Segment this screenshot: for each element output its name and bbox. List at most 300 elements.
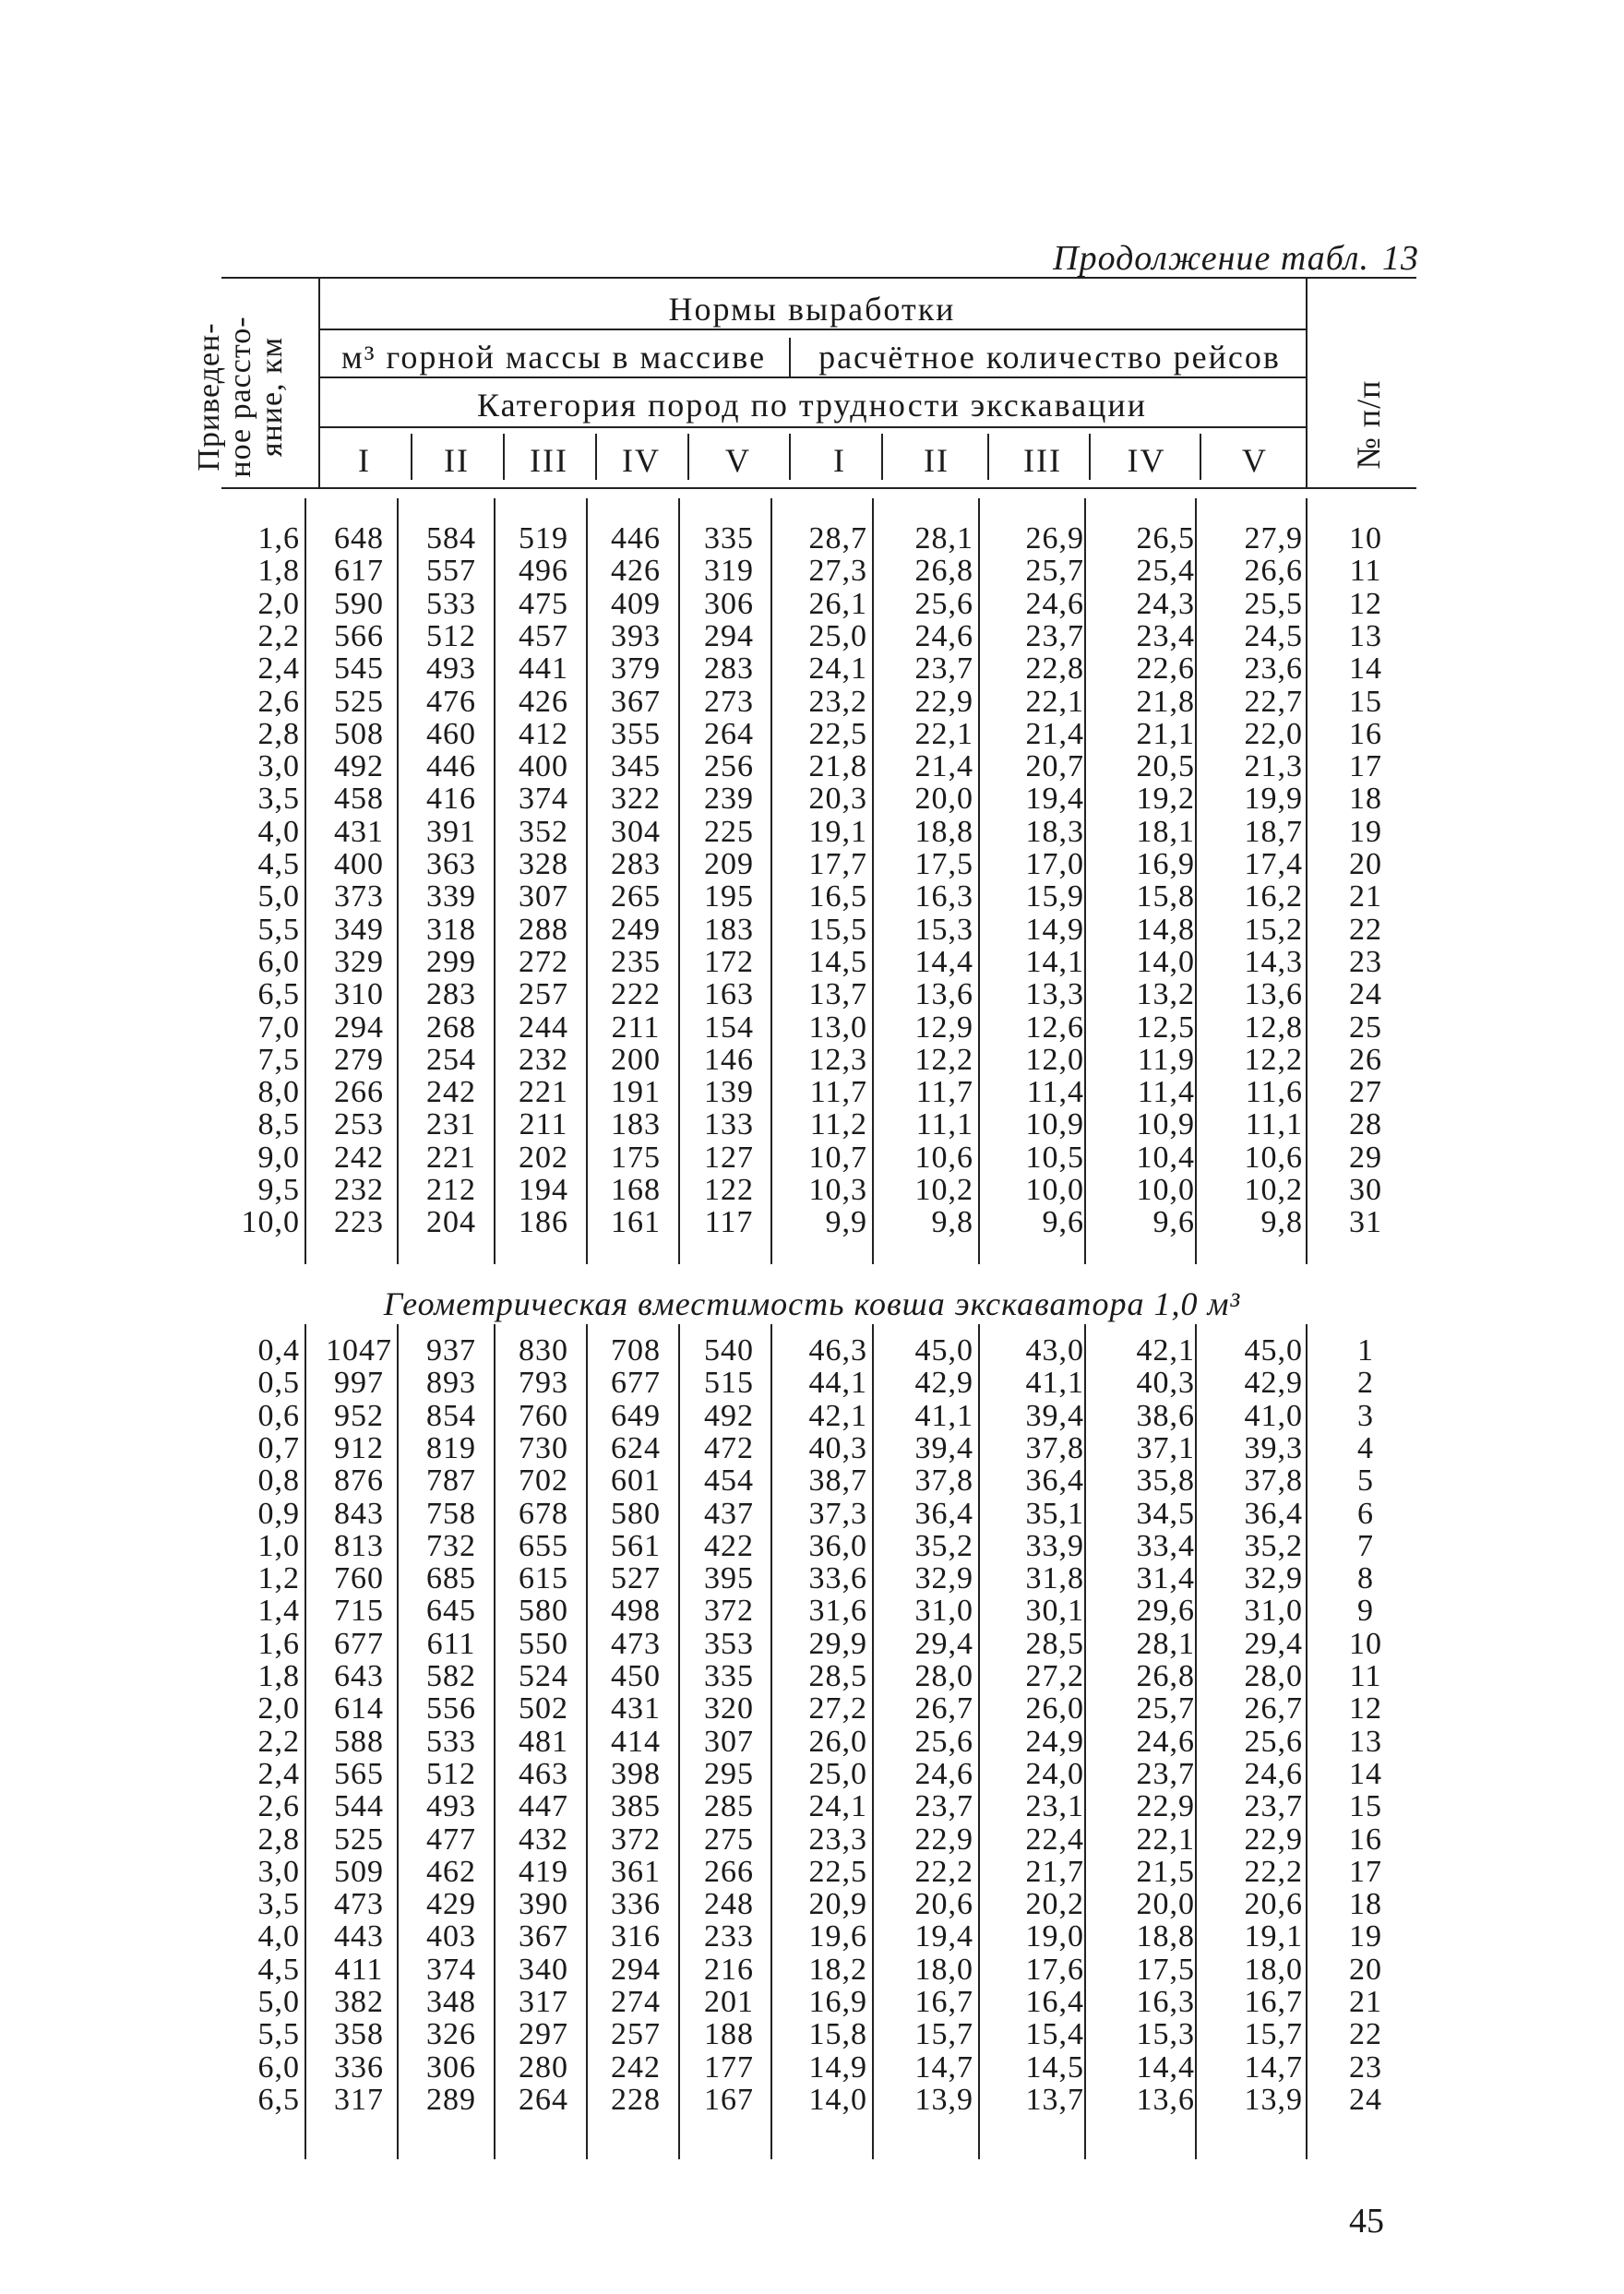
table-cell: 28,1	[914, 521, 973, 556]
table-cell: 16,9	[808, 1985, 867, 2019]
table-cell: 26,7	[1244, 1691, 1303, 1726]
table-cell: 16,3	[914, 879, 973, 914]
table-cell: 10,4	[1136, 1140, 1195, 1175]
table-cell: 677	[611, 1366, 661, 1401]
group-rule	[318, 376, 1306, 378]
table-cell: 19	[1349, 1919, 1382, 1954]
table-cell: 492	[704, 1398, 754, 1433]
table-cell: 24,6	[1025, 586, 1084, 621]
table-cell: 0,9	[257, 1496, 300, 1531]
table-cell: 27,3	[808, 554, 867, 589]
table-cell: 21,8	[808, 749, 867, 784]
table-cell: 38,6	[1136, 1398, 1195, 1433]
table-cell: 395	[704, 1561, 754, 1596]
table-cell: 15,4	[1025, 2017, 1084, 2052]
table-cell: 5,0	[257, 1985, 300, 2019]
table-cell: 0,6	[257, 1398, 300, 1433]
table-cell: 379	[611, 651, 661, 687]
category-rule	[318, 426, 1306, 428]
table-cell: 515	[704, 1366, 754, 1401]
table-cell: 0,5	[257, 1366, 300, 1401]
table-cell: 22,9	[1136, 1789, 1195, 1824]
table-cell: 447	[519, 1789, 568, 1824]
column-divider	[978, 498, 980, 1264]
table-cell: 732	[426, 1528, 476, 1563]
cat-header-2-1: I	[833, 442, 846, 479]
table-cell: 431	[334, 814, 384, 849]
table-cell: 24,6	[1244, 1756, 1303, 1791]
table-cell: 29,4	[914, 1626, 973, 1661]
table-cell: 10,2	[914, 1173, 973, 1207]
column-divider	[304, 498, 306, 1264]
norms-header: Нормы выработки	[668, 291, 956, 328]
table-cell: 335	[704, 1659, 754, 1693]
table-cell: 580	[611, 1496, 661, 1531]
table-cell: 29,4	[1244, 1626, 1303, 1661]
table-cell: 37,1	[1136, 1430, 1195, 1465]
table-caption	[1053, 238, 1419, 279]
table-cell: 21,5	[1136, 1854, 1195, 1889]
table-cell: 17	[1349, 749, 1382, 784]
table-cell: 232	[334, 1173, 384, 1207]
table-cell: 43,0	[1025, 1333, 1084, 1368]
table-cell: 353	[704, 1626, 754, 1661]
table-cell: 31,0	[1244, 1594, 1303, 1629]
table-cell: 15,8	[808, 2017, 867, 2052]
table-cell: 46,3	[808, 1333, 867, 1368]
table-cell: 3,5	[257, 1887, 300, 1922]
table-cell: 21	[1349, 1985, 1382, 2019]
table-cell: 17,5	[914, 847, 973, 881]
table-cell: 23,3	[808, 1822, 867, 1857]
table-cell: 16,9	[1136, 847, 1195, 881]
table-cell: 590	[334, 586, 384, 621]
table-cell: 10,6	[1244, 1140, 1303, 1175]
caption-number: 13	[1382, 239, 1419, 278]
table-cell: 8	[1357, 1561, 1374, 1596]
table-cell: 617	[334, 554, 384, 589]
table-cell: 431	[611, 1691, 661, 1726]
table-cell: 33,9	[1025, 1528, 1084, 1563]
header-vline-c4	[687, 434, 689, 480]
table-cell: 24,6	[914, 618, 973, 653]
table-cell: 25,0	[808, 1756, 867, 1791]
table-cell: 228	[611, 2082, 661, 2117]
table-cell: 1,8	[257, 554, 300, 589]
table-cell: 34,5	[1136, 1496, 1195, 1531]
table-cell: 372	[611, 1822, 661, 1857]
table-cell: 14,9	[1025, 912, 1084, 947]
table-cell: 426	[519, 684, 568, 719]
table-cell: 20,0	[1136, 1887, 1195, 1922]
table-cell: 29,6	[1136, 1594, 1195, 1629]
table-cell: 426	[611, 554, 661, 589]
header-vline-group	[789, 338, 791, 376]
table-cell: 29	[1349, 1140, 1382, 1175]
table-cell: 24,3	[1136, 586, 1195, 621]
table-cell: 22,6	[1136, 651, 1195, 687]
table-cell: 512	[426, 1756, 476, 1791]
table-cell: 285	[704, 1789, 754, 1824]
table-cell: 339	[426, 879, 476, 914]
table-cell: 28,5	[808, 1659, 867, 1693]
table-cell: 8,0	[257, 1075, 300, 1110]
cat-header-2-3: III	[1023, 442, 1062, 479]
column-divider	[1084, 1324, 1086, 2159]
table-cell: 222	[611, 977, 661, 1012]
table-cell: 374	[426, 1952, 476, 1987]
cat-header-1-4: IV	[622, 442, 661, 479]
table-cell: 10	[1349, 521, 1382, 556]
column-divider	[678, 1324, 680, 2159]
table-cell: 253	[334, 1107, 384, 1142]
table-cell: 655	[519, 1528, 568, 1563]
table-cell: 412	[519, 716, 568, 751]
column-divider	[872, 1324, 874, 2159]
table-cell: 24	[1349, 2082, 1382, 2117]
cat-header-1-3: III	[530, 442, 568, 479]
table-cell: 22,1	[1025, 684, 1084, 719]
table-cell: 186	[519, 1205, 568, 1240]
table-cell: 15,7	[914, 2017, 973, 2052]
table-cell: 288	[519, 912, 568, 947]
table-cell: 18,1	[1136, 814, 1195, 849]
table-cell: 35,2	[914, 1528, 973, 1563]
table-cell: 454	[704, 1464, 754, 1499]
table-cell: 2,4	[257, 651, 300, 687]
table-cell: 14,5	[808, 944, 867, 979]
table-cell: 242	[334, 1140, 384, 1175]
table-cell: 493	[426, 1789, 476, 1824]
table-cell: 525	[334, 684, 384, 719]
table-cell: 23	[1349, 2049, 1382, 2085]
column-divider	[978, 1324, 980, 2159]
table-cell: 793	[519, 1366, 568, 1401]
header-vline-c2	[503, 434, 505, 480]
table-cell: 25,4	[1136, 554, 1195, 589]
table-cell: 11,1	[1245, 1107, 1303, 1142]
table-cell: 23,7	[914, 1789, 973, 1824]
table-cell: 177	[704, 2049, 754, 2085]
table-cell: 225	[704, 814, 754, 849]
table-cell: 24,0	[1025, 1756, 1084, 1791]
table-cell: 318	[426, 912, 476, 947]
table-cell: 294	[704, 618, 754, 653]
table-cell: 462	[426, 1854, 476, 1889]
table-cell: 1,4	[257, 1594, 300, 1629]
table-cell: 21,4	[1025, 716, 1084, 751]
table-cell: 26	[1349, 1042, 1382, 1077]
m3-group-header: м³ горной массы в массиве	[340, 339, 767, 376]
table-cell: 13,6	[1136, 2082, 1195, 2117]
table-cell: 26,7	[914, 1691, 973, 1726]
column-divider	[494, 1324, 496, 2159]
column-divider	[770, 498, 772, 1264]
table-cell: 28,0	[914, 1659, 973, 1693]
table-cell: 45,0	[914, 1333, 973, 1368]
table-cell: 188	[704, 2017, 754, 2052]
column-divider	[770, 1324, 772, 2159]
table-cell: 519	[519, 521, 568, 556]
table-cell: 307	[704, 1724, 754, 1759]
table-cell: 13	[1349, 1724, 1382, 1759]
table-cell: 31,8	[1025, 1561, 1084, 1596]
table-cell: 26,8	[1136, 1659, 1195, 1693]
distance-column-header: Приведен- ное рассто- яние, км	[192, 316, 289, 478]
table-cell: 42,9	[1244, 1366, 1303, 1401]
table-cell: 458	[334, 782, 384, 817]
table-cell: 273	[704, 684, 754, 719]
table-cell: 17,4	[1244, 847, 1303, 881]
table-cell: 13,9	[1244, 2082, 1303, 2117]
table-cell: 11,9	[1137, 1042, 1195, 1077]
table-cell: 22	[1349, 2017, 1382, 2052]
table-cell: 25,6	[914, 1724, 973, 1759]
table-cell: 133	[704, 1107, 754, 1142]
table-cell: 25,6	[914, 586, 973, 621]
table-cell: 326	[426, 2017, 476, 2052]
table-cell: 306	[704, 586, 754, 621]
table-cell: 5,5	[257, 2017, 300, 2052]
table-cell: 37,8	[1025, 1430, 1084, 1465]
table-cell: 1,8	[257, 1659, 300, 1693]
table-cell: 306	[426, 2049, 476, 2085]
table-cell: 463	[519, 1756, 568, 1791]
table-cell: 2,6	[257, 684, 300, 719]
table-cell: 13,6	[1244, 977, 1303, 1012]
table-cell: 11	[1349, 554, 1382, 589]
table-cell: 191	[611, 1075, 661, 1110]
table-cell: 22,5	[808, 1854, 867, 1889]
table-cell: 13,0	[808, 1010, 867, 1045]
table-cell: 9,8	[931, 1205, 973, 1240]
table-cell: 22,5	[808, 716, 867, 751]
table-cell: 6,0	[257, 944, 300, 979]
table-cell: 264	[519, 2082, 568, 2117]
table-cell: 730	[519, 1430, 568, 1465]
table-cell: 12,6	[1025, 1010, 1084, 1045]
table-cell: 35,8	[1136, 1464, 1195, 1499]
header-vline-rownum	[1306, 277, 1308, 487]
table-cell: 15	[1349, 684, 1382, 719]
table-cell: 14,0	[808, 2082, 867, 2117]
row-number-column-header: № п/п	[1350, 379, 1387, 470]
table-cell: 27,9	[1244, 521, 1303, 556]
table-cell: 204	[426, 1205, 476, 1240]
column-divider	[1195, 498, 1197, 1264]
table-cell: 12,5	[1136, 1010, 1195, 1045]
table-cell: 28,1	[1136, 1626, 1195, 1661]
table-cell: 23,6	[1244, 651, 1303, 687]
table-cell: 9,5	[257, 1173, 300, 1207]
table-cell: 25,6	[1244, 1724, 1303, 1759]
column-divider	[397, 498, 399, 1264]
table-cell: 21,1	[1136, 716, 1195, 751]
table-cell: 6,0	[257, 2049, 300, 2085]
table-cell: 6,5	[257, 2082, 300, 2117]
table-cell: 473	[334, 1887, 384, 1922]
table-cell: 26,9	[1025, 521, 1084, 556]
table-cell: 4,0	[257, 1919, 300, 1954]
table-cell: 23,7	[1244, 1789, 1303, 1824]
table-cell: 295	[704, 1756, 754, 1791]
table-cell: 249	[611, 912, 661, 947]
table-cell: 22,2	[1244, 1854, 1303, 1889]
table-cell: 20,6	[1244, 1887, 1303, 1922]
table-cell: 20,5	[1136, 749, 1195, 784]
table-cell: 266	[334, 1075, 384, 1110]
table-cell: 15,9	[1025, 879, 1084, 914]
column-divider	[586, 498, 588, 1264]
cat-header-1-5: V	[725, 442, 751, 479]
column-divider	[1306, 498, 1308, 1264]
table-cell: 409	[611, 586, 661, 621]
table-cell: 172	[704, 944, 754, 979]
table-cell: 23,4	[1136, 618, 1195, 653]
table-cell: 37,8	[914, 1464, 973, 1499]
table-cell: 20,6	[914, 1887, 973, 1922]
table-cell: 29,9	[808, 1626, 867, 1661]
table-cell: 16,3	[1136, 1985, 1195, 2019]
table-cell: 17,7	[808, 847, 867, 881]
table-cell: 18	[1349, 1887, 1382, 1922]
table-cell: 36,4	[1025, 1464, 1084, 1499]
table-cell: 760	[334, 1561, 384, 1596]
table-cell: 336	[334, 2049, 384, 2085]
table-cell: 648	[334, 521, 384, 556]
table-cell: 5	[1357, 1464, 1374, 1499]
table-cell: 509	[334, 1854, 384, 1889]
table-cell: 10,3	[808, 1173, 867, 1207]
table-cell: 38,7	[808, 1464, 867, 1499]
table-cell: 678	[519, 1496, 568, 1531]
table-cell: 588	[334, 1724, 384, 1759]
table-cell: 11	[1349, 1659, 1382, 1693]
table-cell: 268	[426, 1010, 476, 1045]
table-cell: 349	[334, 912, 384, 947]
table-cell: 294	[611, 1952, 661, 1987]
table-cell: 13,9	[914, 2082, 973, 2117]
table-cell: 0,8	[257, 1464, 300, 1499]
table-cell: 16	[1349, 1822, 1382, 1857]
table-cell: 14,7	[1244, 2049, 1303, 2085]
table-cell: 21,8	[1136, 684, 1195, 719]
table-cell: 10,0	[1025, 1173, 1084, 1207]
column-divider	[494, 498, 496, 1264]
table-cell: 19,2	[1136, 782, 1195, 817]
table-cell: 854	[426, 1398, 476, 1433]
table-cell: 3,0	[257, 1854, 300, 1889]
table-cell: 28,7	[808, 521, 867, 556]
table-cell: 22,1	[914, 716, 973, 751]
table-cell: 15,3	[1136, 2017, 1195, 2052]
table-cell: 18,8	[1136, 1919, 1195, 1954]
table-cell: 18,0	[1244, 1952, 1303, 1987]
table-cell: 319	[704, 554, 754, 589]
table-cell: 557	[426, 554, 476, 589]
table-cell: 4,0	[257, 814, 300, 849]
column-divider	[872, 498, 874, 1264]
table-cell: 283	[426, 977, 476, 1012]
cat-header-1-1: I	[358, 442, 371, 479]
table-cell: 242	[611, 2049, 661, 2085]
table-cell: 45,0	[1244, 1333, 1303, 1368]
table-cell: 117	[704, 1205, 754, 1240]
table-cell: 264	[704, 716, 754, 751]
table-cell: 372	[704, 1594, 754, 1629]
table-cell: 22,1	[1136, 1822, 1195, 1857]
table-cell: 26,5	[1136, 521, 1195, 556]
table-cell: 21,4	[914, 749, 973, 784]
table-cell: 446	[611, 521, 661, 556]
cat-header-2-5: V	[1242, 442, 1268, 479]
table-cell: 14,8	[1136, 912, 1195, 947]
table-cell: 502	[519, 1691, 568, 1726]
table-cell: 12,9	[914, 1010, 973, 1045]
table-cell: 42,9	[914, 1366, 973, 1401]
table-cell: 216	[704, 1952, 754, 1987]
table-cell: 22,8	[1025, 651, 1084, 687]
table-cell: 14,4	[914, 944, 973, 979]
cat-header-2-4: IV	[1127, 442, 1166, 479]
table-cell: 299	[426, 944, 476, 979]
table-cell: 843	[334, 1496, 384, 1531]
table-cell: 16,7	[914, 1985, 973, 2019]
table-cell: 211	[519, 1107, 568, 1142]
table-cell: 25	[1349, 1010, 1382, 1045]
table-cell: 512	[426, 618, 476, 653]
table-cell: 527	[611, 1561, 661, 1596]
table-cell: 280	[519, 2049, 568, 2085]
table-cell: 11,1	[915, 1107, 973, 1142]
table-cell: 15,2	[1244, 912, 1303, 947]
table-cell: 403	[426, 1919, 476, 1954]
table-cell: 476	[426, 684, 476, 719]
table-cell: 9,0	[257, 1140, 300, 1175]
table-cell: 22,7	[1244, 684, 1303, 719]
table-cell: 15,3	[914, 912, 973, 947]
table-cell: 200	[611, 1042, 661, 1077]
header-vline-c7	[987, 434, 989, 480]
table-cell: 382	[334, 1985, 384, 2019]
table-cell: 25,0	[808, 618, 867, 653]
header-vline-c1	[411, 434, 412, 480]
header-vline-c8	[1089, 434, 1091, 480]
table-cell: 1047	[326, 1333, 392, 1368]
table-cell: 819	[426, 1430, 476, 1465]
table-cell: 545	[334, 651, 384, 687]
table-cell: 363	[426, 847, 476, 881]
table-cell: 19	[1349, 814, 1382, 849]
cat-header-1-2: II	[444, 442, 470, 479]
table-cell: 760	[519, 1398, 568, 1433]
table-cell: 279	[334, 1042, 384, 1077]
table-cell: 6	[1357, 1496, 1374, 1531]
table-cell: 9,6	[1152, 1205, 1195, 1240]
table-cell: 457	[519, 618, 568, 653]
table-cell: 211	[611, 1010, 661, 1045]
table-cell: 556	[426, 1691, 476, 1726]
table-cell: 2,6	[257, 1789, 300, 1824]
table-cell: 11,4	[1026, 1075, 1084, 1110]
table-cell: 294	[334, 1010, 384, 1045]
header-vline-distance	[318, 277, 320, 487]
table-cell: 2,2	[257, 1724, 300, 1759]
table-cell: 677	[334, 1626, 384, 1661]
table-cell: 24,1	[808, 651, 867, 687]
table-cell: 10,7	[808, 1140, 867, 1175]
column-divider	[678, 498, 680, 1264]
